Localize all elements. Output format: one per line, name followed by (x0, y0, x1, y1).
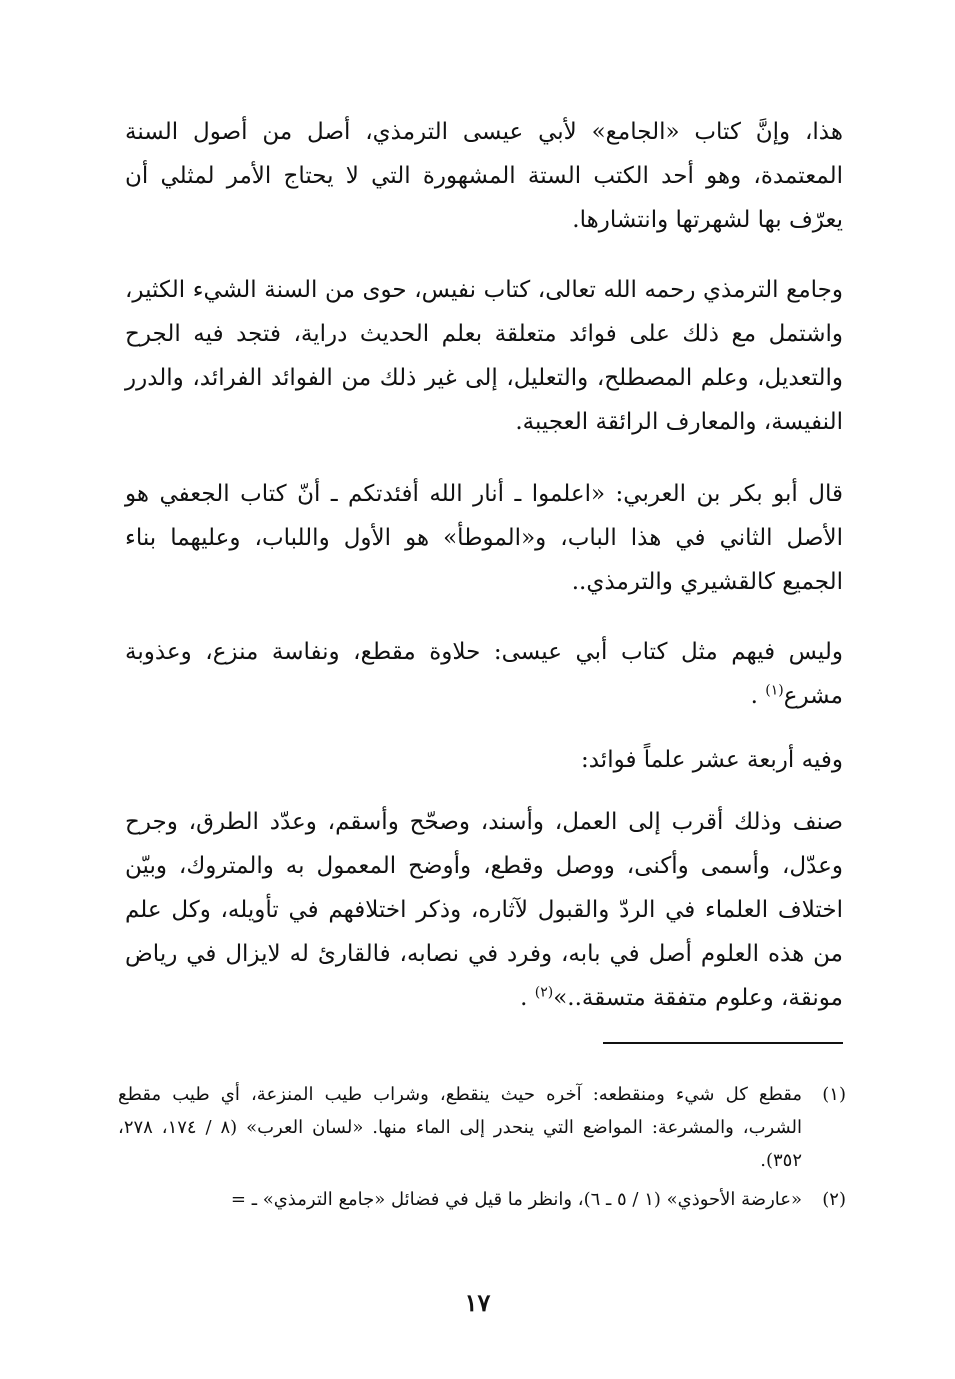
paragraph-tail: . (520, 985, 535, 1011)
paragraph-sciences-list (125, 800, 843, 1020)
paragraph-text: وفيه أربعة عشر علماً فوائد: (580, 747, 843, 773)
paragraph-text: قال أبو بكر بن العربي: «اعلموا ـ أنار الله أفئدتكم ـ أنّ كتاب الجعفي هو الأصل الثاني في هذا الباب، و«الموطأ» هو الأول واللباب، وعليهما بناء الجميع كالقشيري والترمذي.. (125, 481, 843, 595)
paragraph-abu-isa (125, 630, 843, 718)
paragraph-text: هذا، وإنَّ كتاب «الجامع» لأبي عيسى الترمذي، أصل من أصول السنة المعتمدة، وهو أحد الكتب الستة المشهورة التي لا يحتاج الأمر لمثلي أن يعرّف بها لشهرتها وانتشارها. (125, 119, 843, 233)
footnote-number: (١) (822, 1084, 846, 1105)
footnote-ref-1: (١) (765, 682, 784, 699)
paragraph-tail: . (750, 683, 766, 709)
footnote-text: «عارضة الأحوذي» (١ / ٥ ـ ٦)، وانظر ما قيل في فضائل «جامع الترمذي» ـ = (230, 1189, 802, 1210)
footnote-separator (603, 1042, 843, 1044)
paragraph-intro (125, 110, 843, 242)
footnote-ref-2: (٢) (534, 984, 554, 1001)
footnotes (118, 1078, 846, 1222)
footnote-2 (118, 1183, 846, 1216)
paragraph-fourteen-sciences (125, 738, 843, 782)
page-number: ١٧ (464, 1288, 491, 1317)
footnote-number: (٢) (822, 1189, 846, 1210)
paragraph-text: وجامع الترمذي رحمه الله تعالى، كتاب نفيس، حوى من السنة الشيء الكثير، واشتمل مع ذلك على فوائد متعلقة بعلم الحديث دراية، فتجد فيه الجرح والتعديل، وعلم المصطلح، والتعليل، إلى غير ذلك من الفوائد الفرائد، والدرر النفيسة، والمعارف الرائقة العجيبة. (125, 277, 843, 435)
paragraph-ibn-al-arabi-quote (125, 472, 843, 604)
paragraph-tirmidhi-jami (125, 268, 843, 444)
paragraph-text: صنف وذلك أقرب إلى العمل، وأسند، وصحّح وأسقم، وعدّد الطرق، وجرح وعدّل، وأسمى وأكنى، ووصل وقطع، وأوضح المعمول به والمتروك، وبيّن اختلاف العلماء في الردّ والقبول لآثاره، وذكر اختلافهم في تأويله، وكل علم من هذه العلوم أصل في بابه، وفرد في نصابه، فالقارئ له لايزال في رياض مونقة، وعلوم متفقة متسقة..» (125, 809, 843, 1011)
footnote-1 (118, 1078, 846, 1177)
paragraph-text: وليس فيهم مثل كتاب أبي عيسى: حلاوة مقطع، ونفاسة منزع، وعذوبة مشرع (125, 639, 843, 709)
footnote-text: مقطع كل شيء ومنقطعه: آخره حيث ينقطع، وشراب طيب المنزعة، أي طيب مقطع الشرب، والمشرعة: المواضع التي ينحدر إلى الماء منها. «لسان العرب» (٨ / ١٧٤، ٢٧٨، ٣٥٢). (118, 1084, 802, 1171)
